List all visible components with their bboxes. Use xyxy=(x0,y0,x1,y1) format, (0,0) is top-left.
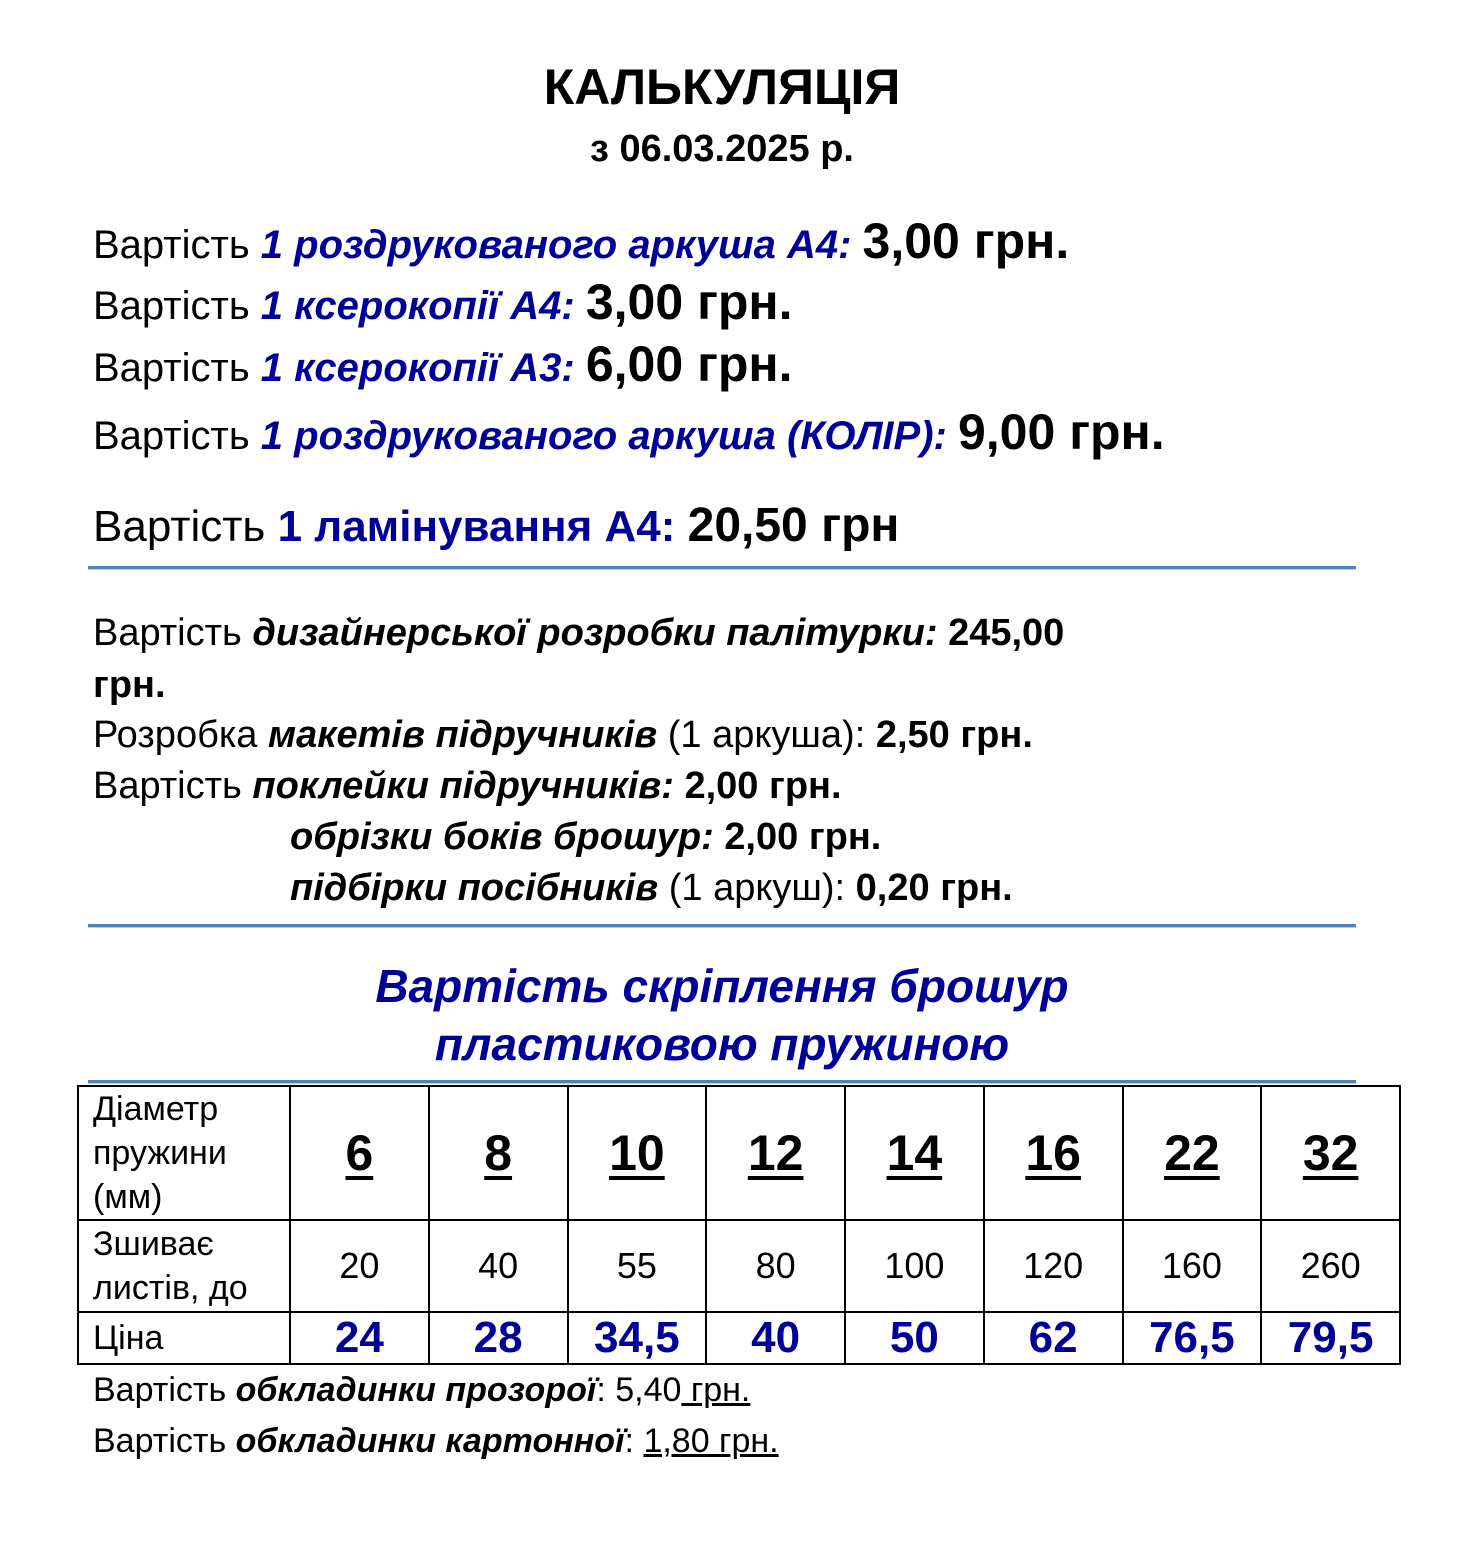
diameter-cell xyxy=(1123,1086,1262,1220)
price-value: 3,00 грн. xyxy=(585,274,793,330)
service-desc: макетів підручників xyxy=(268,714,658,756)
price-desc: 1 роздрукованого аркуша А4: xyxy=(260,223,852,267)
service-price: 2,00 грн. xyxy=(724,816,882,858)
spring-binding-table xyxy=(77,1085,1401,1365)
price-value: 3,00 грн. xyxy=(862,213,1070,269)
price-desc: 1 ксерокопії А3: xyxy=(260,346,575,390)
service-trimming xyxy=(290,812,881,862)
service-note: (1 аркуша): xyxy=(667,714,866,756)
service-design-cont xyxy=(93,660,166,710)
service-label: Розробка xyxy=(93,714,258,756)
header-line: листів, до xyxy=(93,1269,248,1307)
cover-value: 1,80 грн. xyxy=(643,1422,779,1460)
price-desc: 1 роздрукованого аркуша (КОЛІР): xyxy=(260,414,947,458)
price-label: Вартість xyxy=(93,414,250,458)
price-label: Вартість xyxy=(93,284,250,328)
binding-title-line2: пластиковою пружиною xyxy=(434,1018,1010,1070)
binding-title-line1: Вартість скріплення брошур xyxy=(375,960,1069,1012)
price-label: Вартість xyxy=(93,346,250,390)
cover-label: Вартість xyxy=(93,1371,227,1409)
divider xyxy=(88,566,1356,570)
service-price: 2,50 грн. xyxy=(875,714,1033,756)
price-desc: 1 ламінування А4: xyxy=(277,502,676,551)
table-row-sheets xyxy=(78,1220,1400,1312)
divider xyxy=(88,924,1356,928)
service-gluing xyxy=(93,761,842,811)
price-desc: 1 ксерокопії А4: xyxy=(260,284,575,328)
diameter-cell xyxy=(845,1086,984,1220)
service-design xyxy=(93,608,1064,658)
service-desc: поклейки підручників: xyxy=(252,765,674,807)
service-layout xyxy=(93,710,1033,760)
service-desc: обрізки боків брошур: xyxy=(290,816,714,858)
header-line: Зшиває xyxy=(93,1225,214,1263)
sheets-cell: 20 xyxy=(290,1220,429,1312)
diameter-value: 10 xyxy=(609,1125,665,1181)
page-title: КАЛЬКУЛЯЦІЯ xyxy=(543,59,901,115)
cover-value: 5,40 xyxy=(605,1371,682,1409)
header-line: Діаметр xyxy=(93,1090,219,1128)
diameter-value: 12 xyxy=(747,1125,804,1181)
diameter-cell xyxy=(1261,1086,1400,1220)
service-label: Вартість xyxy=(93,612,242,654)
price-value: 9,00 грн. xyxy=(957,404,1165,460)
cover-unit: грн. xyxy=(681,1371,751,1409)
price-value: 20,50 грн xyxy=(687,499,900,552)
service-note: (1 аркуш): xyxy=(668,867,846,909)
service-price: 2,00 грн. xyxy=(684,765,842,807)
table-row-diameter xyxy=(78,1086,1400,1220)
price-cell: 76,5 xyxy=(1123,1312,1262,1364)
price-row-print-color xyxy=(93,403,1165,461)
diameter-value: 32 xyxy=(1302,1125,1359,1181)
diameter-cell xyxy=(706,1086,845,1220)
row-header-price: Ціна xyxy=(78,1312,290,1364)
diameter-cell xyxy=(290,1086,429,1220)
service-collating xyxy=(290,863,1013,913)
price-label: Вартість xyxy=(93,502,266,551)
diameter-value: 14 xyxy=(886,1125,943,1181)
price-value: 6,00 грн. xyxy=(585,336,793,392)
service-price: 245,00 xyxy=(948,612,1065,654)
cover-transparent xyxy=(93,1371,750,1410)
binding-section-title xyxy=(0,957,1444,1073)
sheets-cell: 120 xyxy=(984,1220,1123,1312)
divider xyxy=(88,1080,1356,1084)
diameter-value: 22 xyxy=(1164,1125,1220,1181)
price-cell: 24 xyxy=(290,1312,429,1364)
price-row-copy-a4 xyxy=(93,273,793,331)
price-cell: 28 xyxy=(429,1312,568,1364)
cover-sep: : xyxy=(624,1422,644,1460)
header-line: (мм) xyxy=(93,1178,163,1216)
service-desc: підбірки посібників xyxy=(290,867,659,909)
sheets-cell: 55 xyxy=(568,1220,707,1312)
cover-cardboard xyxy=(93,1422,779,1461)
row-header-sheets xyxy=(78,1220,290,1312)
sheets-cell: 40 xyxy=(429,1220,568,1312)
diameter-cell xyxy=(429,1086,568,1220)
price-cell: 34,5 xyxy=(568,1312,707,1364)
table-row-price xyxy=(78,1312,1400,1364)
service-label: Вартість xyxy=(93,765,242,807)
price-label: Вартість xyxy=(93,223,250,267)
diameter-cell xyxy=(984,1086,1123,1220)
price-row-copy-a3 xyxy=(93,335,793,393)
service-desc: дизайнерської розробки палітурки: xyxy=(252,612,938,654)
sheets-cell: 100 xyxy=(845,1220,984,1312)
cover-label: Вартість xyxy=(93,1422,227,1460)
service-price: 0,20 грн. xyxy=(855,867,1013,909)
effective-date: з 06.03.2025 р. xyxy=(590,128,854,170)
sheets-cell: 260 xyxy=(1261,1220,1400,1312)
cover-sep: : xyxy=(596,1371,606,1409)
price-cell: 50 xyxy=(845,1312,984,1364)
price-cell: 79,5 xyxy=(1261,1312,1400,1364)
cover-desc: обкладинки картонної xyxy=(235,1422,625,1460)
sheets-cell: 80 xyxy=(706,1220,845,1312)
row-header-diameter xyxy=(78,1086,290,1220)
sheets-cell: 160 xyxy=(1123,1220,1262,1312)
price-cell: 62 xyxy=(984,1312,1123,1364)
price-cell: 40 xyxy=(706,1312,845,1364)
diameter-cell xyxy=(568,1086,707,1220)
price-row-print-a4 xyxy=(93,212,1069,270)
cover-desc: обкладинки прозорої xyxy=(235,1371,597,1409)
header-line: пружини xyxy=(93,1134,227,1172)
price-row-lamination xyxy=(93,498,899,553)
diameter-value: 16 xyxy=(1025,1125,1081,1181)
service-price-unit: грн. xyxy=(93,664,166,706)
diameter-value: 8 xyxy=(484,1125,513,1181)
diameter-value: 6 xyxy=(345,1125,374,1181)
